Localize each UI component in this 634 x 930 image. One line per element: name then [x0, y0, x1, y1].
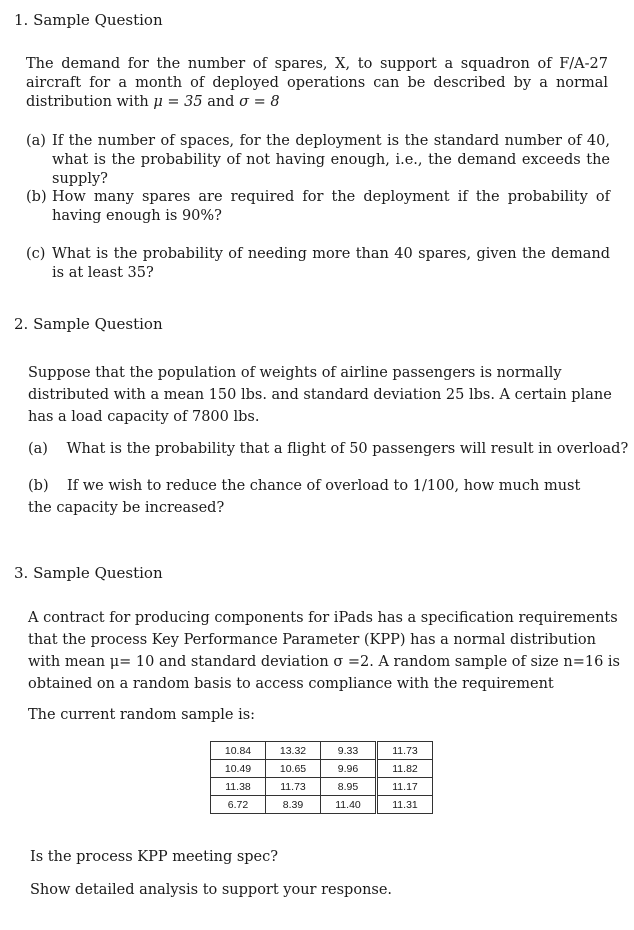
- table-cell: 8.95: [321, 778, 377, 796]
- q1-intro: [26, 55, 608, 112]
- q1-part-b: [26, 188, 610, 226]
- q1-part-a: [26, 132, 610, 189]
- q2-part-a-label: (a): [28, 441, 48, 457]
- table-cell: 11.17: [377, 778, 433, 796]
- q1-part-b-label: (b): [26, 189, 47, 205]
- q1-part-c-label: (c): [26, 246, 46, 262]
- table-cell: 11.73: [266, 778, 321, 796]
- q1-part-b-text: How many spares are required for the deployment if the probability of having enough is 90%?: [52, 189, 610, 224]
- q3-sample-label: The current random sample is:: [28, 707, 256, 723]
- table-cell: 11.38: [211, 778, 266, 796]
- q1-part-c-text: What is the probability of needing more than 40 spares, given the demand is at least 35?: [52, 246, 610, 281]
- q2-intro: Suppose that the population of weights of airline passengers is normally distributed with a mean 150 lbs. and standard deviation 25 lbs. A certain plane has a load capacity of 7800 lbs.: [28, 365, 612, 425]
- table-row: [211, 796, 433, 814]
- q2-title: 2. Sample Question: [14, 315, 163, 333]
- sample-data-table: [210, 741, 433, 814]
- table-cell: 9.96: [321, 760, 377, 778]
- table-cell: 13.32: [266, 742, 321, 760]
- q1-part-a-label: (a): [26, 133, 46, 149]
- table-cell: 11.31: [377, 796, 433, 814]
- q3-instruction: Show detailed analysis to support your response.: [30, 882, 393, 898]
- table-cell: 9.33: [321, 742, 377, 760]
- q1-part-c: [26, 245, 610, 283]
- q3-title: 3. Sample Question: [14, 564, 163, 582]
- q1-part-a-text: If the number of spaces, for the deployment is the standard number of 40, what is the probability of not having enough, i.e., the demand exceeds the supply?: [52, 133, 610, 187]
- q2-part-b: [28, 475, 603, 519]
- q1-and: and: [202, 94, 240, 110]
- table-cell: 11.40: [321, 796, 377, 814]
- q2-part-b-text: If we wish to reduce the chance of overload to 1/100, how much must the capacity be increased?: [28, 478, 581, 516]
- table-cell: 10.84: [211, 742, 266, 760]
- table-cell: 10.49: [211, 760, 266, 778]
- table-row: [211, 778, 433, 796]
- table-cell: 8.39: [266, 796, 321, 814]
- q2-part-a-text: What is the probability that a flight of 50 passengers will result in overload?: [66, 441, 629, 457]
- table-row: [211, 742, 433, 760]
- table-cell: 10.65: [266, 760, 321, 778]
- table-cell: 6.72: [211, 796, 266, 814]
- q1-title: 1. Sample Question: [14, 11, 163, 29]
- q1-sigma: σ = 8: [239, 94, 280, 110]
- table-cell: 11.82: [377, 760, 433, 778]
- q1-mu: μ = 35: [153, 94, 203, 110]
- q2-part-b-label: (b): [28, 478, 49, 494]
- table-row: [211, 760, 433, 778]
- table-cell: 11.73: [377, 742, 433, 760]
- q3-question: Is the process KPP meeting spec?: [30, 849, 279, 865]
- q1-intro-text: The demand for the number of spares, X, to support a squadron of F/A-27 aircraft for a month of deployed operations can be described by a normal distribution with: [26, 56, 608, 110]
- q3-intro: A contract for producing components for iPads has a specification requirements that the process Key Performance Parameter (KPP) has a normal distribution with mean μ= 10 and standard deviation σ =2. A random sample of size n=16 is obtained on a random basis to access compliance with the requirement: [28, 610, 620, 692]
- q2-part-a: [28, 441, 628, 457]
